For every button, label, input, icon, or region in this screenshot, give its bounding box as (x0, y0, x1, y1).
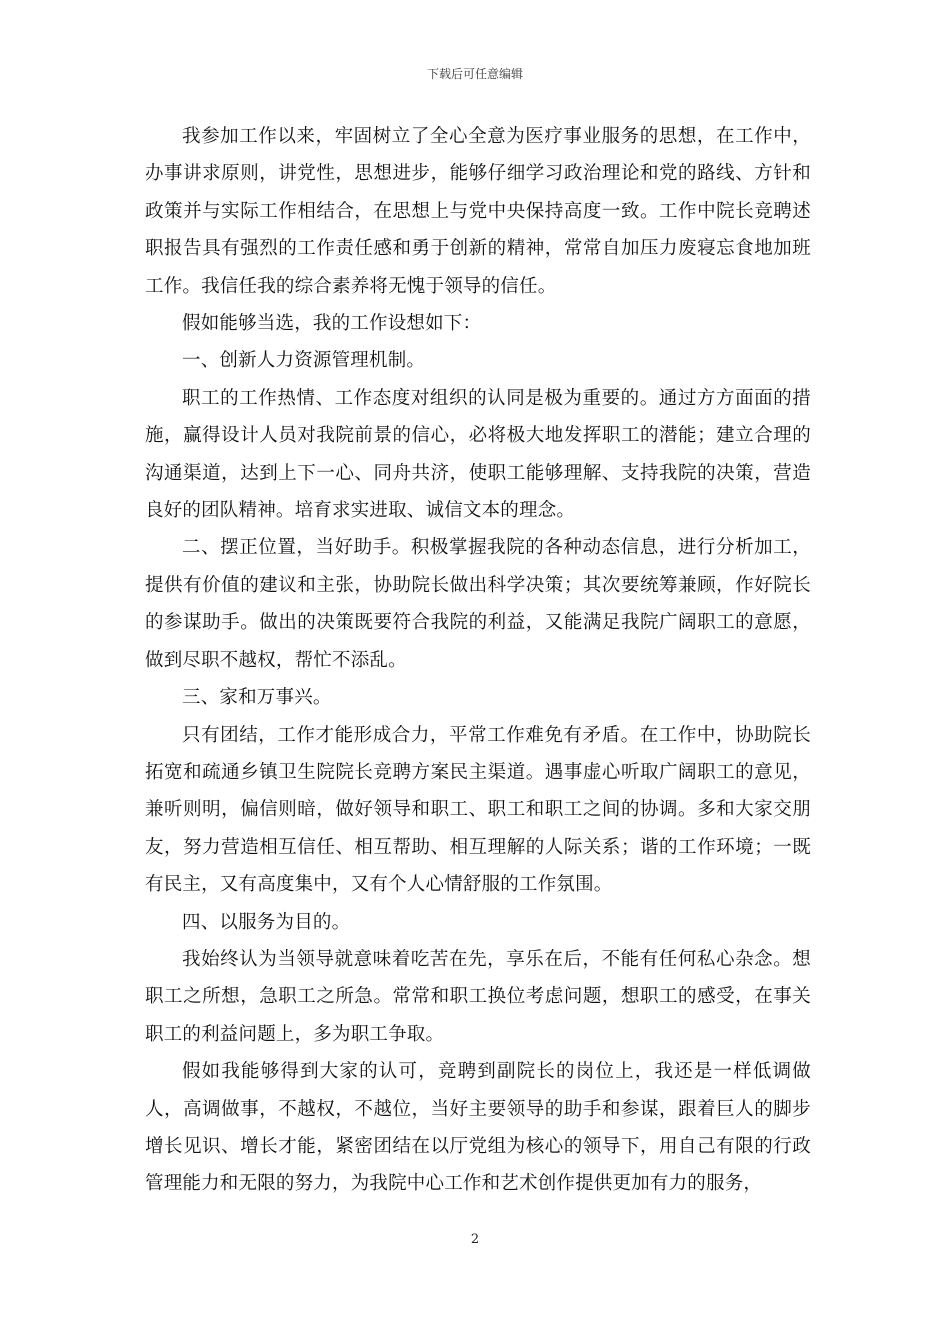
section-heading-3: 三、家和万事兴。 (182, 687, 332, 709)
paragraph-section-4: 我始终认为当领导就意味着吃苦在先，享乐在后，不能有任何私心杂念。想职工之所想，急职工之所急。常常和职工换位考虑问题，想职工的感受，在事关职工的利益问题上，多为职工争取。 (145, 948, 811, 1045)
page-number: 2 (470, 1232, 480, 1247)
paragraph-intro: 我参加工作以来，牢固树立了全心全意为医疗事业服务的思想，在工作中，办事讲求原则，讲党性，思想进步，能够仔细学习政治理论和党的路线、方针和政策并与实际工作相结合，在思想上与党中央保持高度一致。工作中院长竞聘述职报告具有强烈的工作责任感和勇于创新的精神，常常自加压力废寝忘食地加班工作。我信任我的综合素养将无愧于领导的信任。 (145, 126, 811, 297)
document-body (145, 118, 811, 1203)
section-heading-4: 四、以服务为目的。 (182, 911, 351, 933)
paragraph-section-3: 只有团结，工作才能形成合力，平常工作难免有矛盾。在工作中，协助院长拓宽和疏通乡镇卫生院院长竞聘方案民主渠道。遇事虚心听取广阔职工的意见，兼听则明，偏信则暗，做好领导和职工、职工和职工之间的协调。多和大家交朋友，努力营造相互信任、相互帮助、相互理解的人际关系；谐的工作环境；一既有民主，又有高度集中，又有个人心情舒服的工作氛围。 (145, 724, 811, 896)
paragraph-section-2: 二、摆正位置，当好助手。积极掌握我院的各种动态信息，进行分析加工，提供有价值的建议和主张，协助院长做出科学决策；其次要统筹兼顾，作好院长的参谋助手。做出的决策既要符合我院的利益，又能满足我院广阔职工的意愿，做到尽职不越权，帮忙不添乱。 (145, 537, 811, 671)
paragraph-closing: 假如我能够得到大家的认可，竞聘到副院长的岗位上，我还是一样低调做人，高调做事，不越权，不越位，当好主要领导的助手和参谋，跟着巨人的脚步增长见识、增长才能，紧密团结在以厅党组为核心的领导下，用自己有限的行政管理能力和无限的努力，为我院中心工作和艺术创作提供更加有力的服务， (145, 1061, 811, 1195)
paragraph-section-1: 职工的工作热情、工作态度对组织的认同是极为重要的。通过方方面面的措施，赢得设计人员对我院前景的信心，必将极大地发挥职工的潜能；建立合理的沟通渠道，达到上下一心、同舟共济，使职工能够理解、支持我院的决策，营造良好的团队精神。培育求实进取、诚信文本的理念。 (145, 387, 811, 522)
paragraph-plan-intro: 假如能够当选，我的工作设想如下： (182, 313, 482, 335)
section-heading-1: 一、创新人力资源管理机制。 (182, 350, 426, 372)
page-header-note: 下载后可任意编辑 (426, 67, 523, 81)
